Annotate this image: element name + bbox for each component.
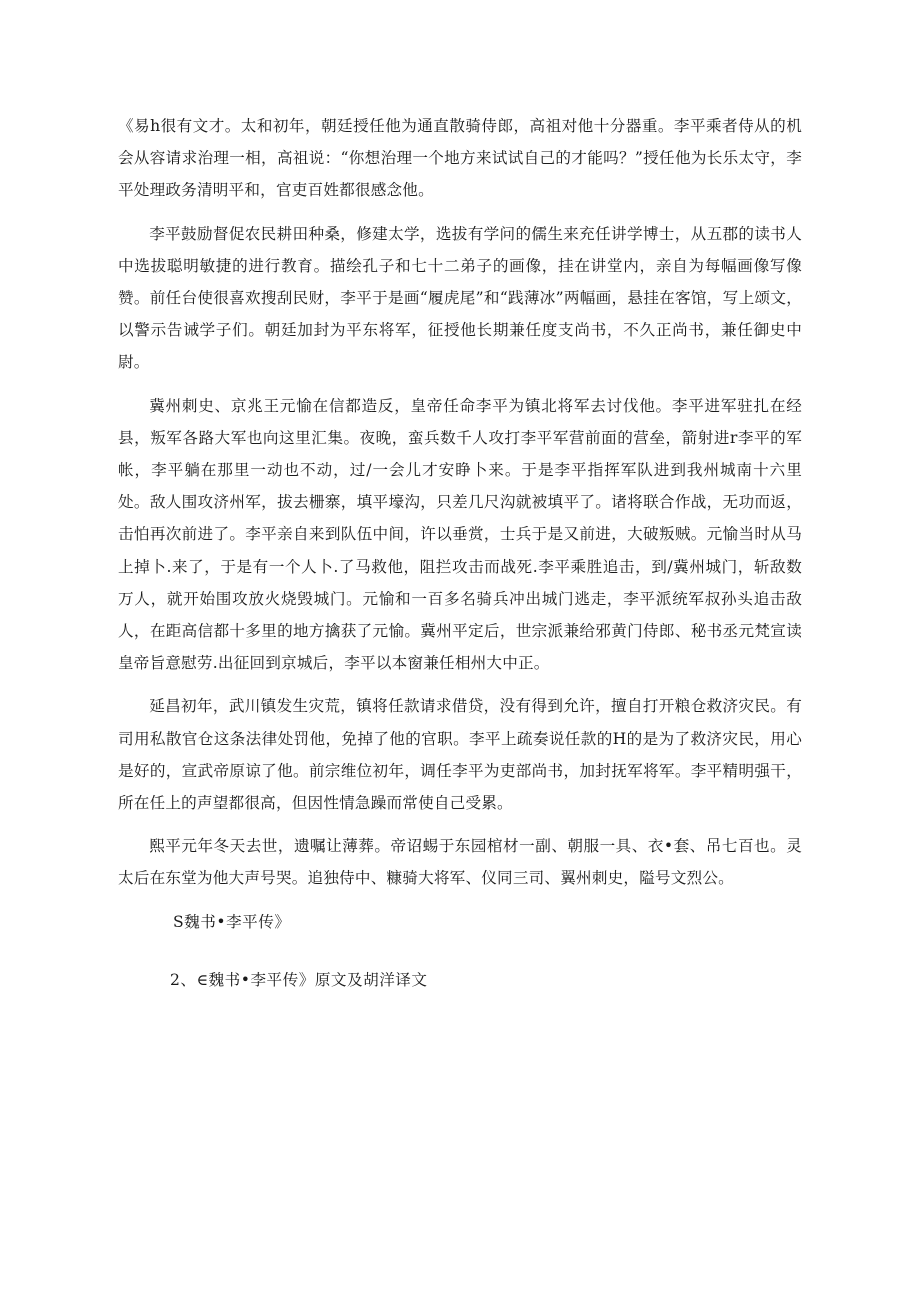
document-body: [118, 110, 802, 996]
paragraph-3: 冀州刺史、京兆王元愉在信都造反，皇帝任命李平为镇北将军去讨伐他。李平进军驻扎在经县，叛军各路大军也向这里汇集。夜晚，蛮兵数千人攻打李平军营前面的营垒，箭射进r李平的军帐，李平躺在那里一动也不动，过/一会儿才安睁卜来。于是李平指挥军队进到我州城南十六里处。敌人围攻济州军，拔去栅寨，填平壕沟，只差几尺沟就被填平了。诸将联合作战，无功而返，击怕再次前进了。李平亲自来到队伍中间，许以垂赏，士兵于是又前进，大破叛贼。元愉当时从马上掉卜.来了，于是有一个人卜.了马救他，阻拦攻击而战死.李平乘胜追击，到/冀州城门，斩敌数万人，就开始围攻放火烧毁城门。元愉和一百多名骑兵冲出城门逃走，李平派统军叔孙头追击敌人，在距高信都十多里的地方擒获了元愉。冀州平定后，世宗派兼给邪黄门侍郎、秘书丞元梵宣读皇帝旨意慰劳.出征回到京城后，李平以本窗兼任相州大中正。: [118, 396, 802, 673]
source-citation: S魏书•李平传》: [173, 912, 291, 931]
paragraph-4: 延昌初年，武川镇发生灾荒，镇将任款请求借贷，没有得到允许，擅自打开粮仓救济灾民。有司用私散官仓这条法律处罚他，免掉了他的官职。李平上疏奏说任款的H的是为了救济灾民，用心是好的，宣武帝原谅了他。前宗维位初年，调任李平为吏部尚书，加封抚军将军。李平精明强干，所在任上的声望都很高，但因性情急躁而常使自己受累。: [118, 697, 802, 813]
paragraph-5: 熙平元年冬天去世，遗嘱让薄葬。帝诏蜴于东园棺材一副、朝服一具、衣•套、吊七百也。灵太后在东堂为他大声号哭。追独侍中、糠骑大将军、仪同三司、翼州刺史，隘号文烈公。: [118, 837, 802, 888]
section-heading: 2、∈魏书•李平传》原文及胡洋译文: [170, 970, 428, 989]
paragraph-1: 《易h很有文才。太和初年，朝廷授任他为通直散骑侍郎，高祖对他十分器重。李平乘者侍从的机会从容请求治理一相，高祖说：“你想治理一个地方来试试自己的才能吗？”授任他为长乐太守，李平处理政务清明平和，官吏百姓都很感念他。: [118, 117, 802, 200]
paragraph-2: 李平鼓励督促农民耕田种桑，修建太学，选拔有学问的儒生来充任讲学博士，从五郡的读书人中选拔聪明敏捷的进行教育。描绘孔子和七十二弟子的画像，挂在讲堂内，亲自为每幅画像写像赞。前任台使很喜欢搜刮民财，李平于是画“履虎尾”和“践薄冰”两幅画，悬挂在客馆，写上颂文，以警示告诫学子们。朝廷加封为平东将军，征授他长期兼任度支尚书，不久正尚书，兼任御史中尉。: [118, 224, 802, 372]
